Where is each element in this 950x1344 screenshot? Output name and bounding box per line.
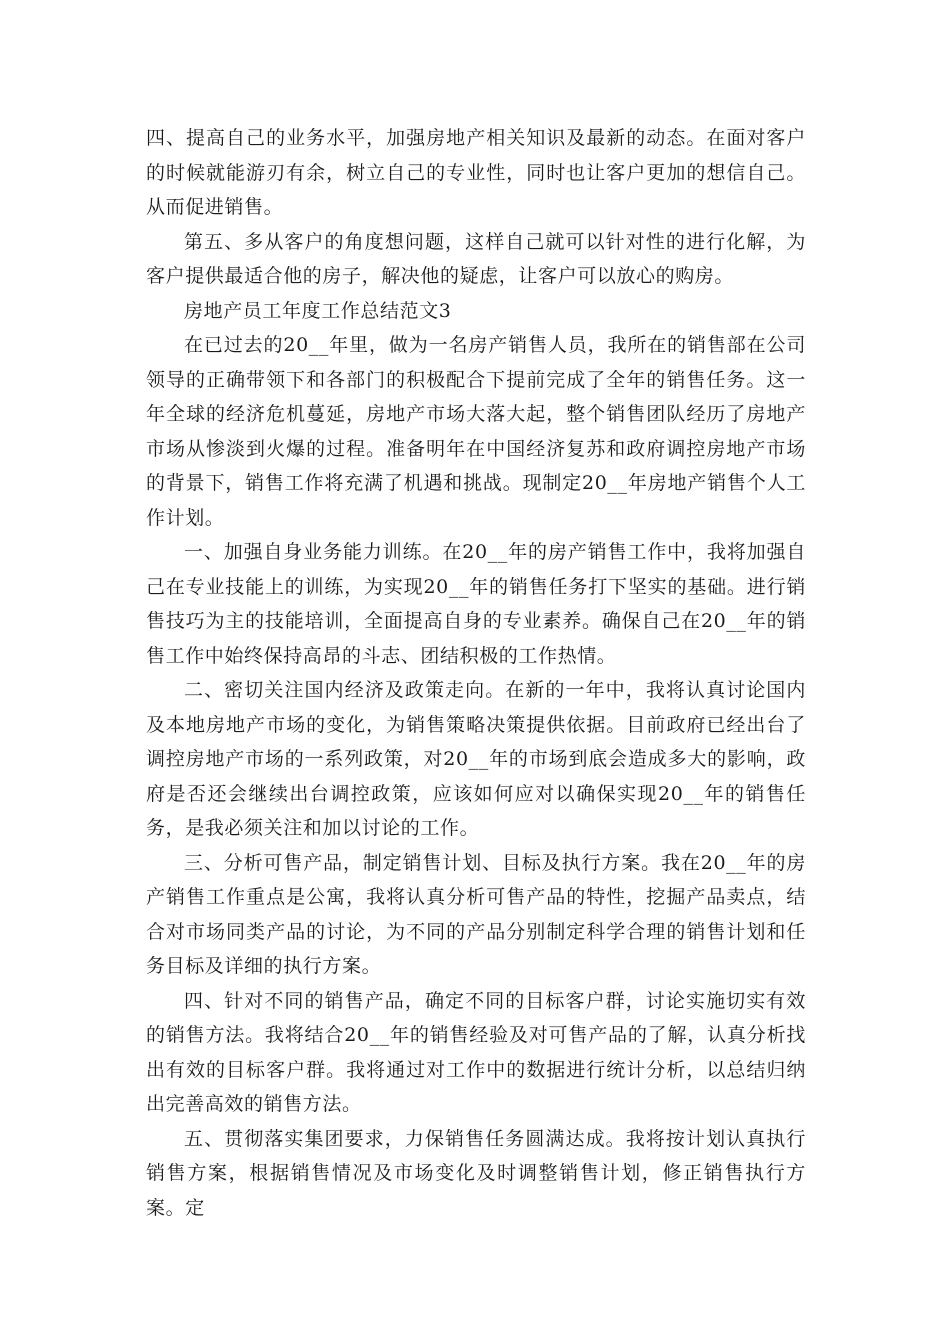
paragraph-item-two: 二、密切关注国内经济及政策走向。在新的一年中，我将认真讨论国内及本地房地产市场的变化，为销售策略决策提供依据。目前政府已经出台了调控房地产市场的一系列政策，对20__年的市场到底会造成多大的影响，政府是否还会继续出台调控政策，应该如何应对以确保实现20__年的销售任务，是我必须关注和加以讨论的工作。 [146, 679, 806, 839]
paragraph-point-four-skills: 四、提高自己的业务水平，加强房地产相关知识及最新的动态。在面对客户的时候就能游刃有余，树立自己的专业性，同时也让客户更加的想信自己。从而促进销售。 [146, 127, 806, 218]
document-body [146, 121, 806, 1225]
paragraph-item-one: 一、加强自身业务能力训练。在20__年的房产销售工作中，我将加强自己在专业技能上的训练，为实现20__年的销售任务打下坚实的基础。进行销售技巧为主的技能培训，全面提高自身的专业素养。确保自己在20__年的销售工作中始终保持高昂的斗志、团结积极的工作热情。 [146, 541, 806, 667]
paragraph-item-five: 五、贯彻落实集团要求，力保销售任务圆满达成。我将按计划认真执行销售方案，根据销售情况及市场变化及时调整销售计划，修正销售执行方案。定 [146, 1127, 806, 1219]
paragraph-item-four: 四、针对不同的销售产品，确定不同的目标客户群，讨论实施切实有效的销售方法。我将结合20__年的销售经验及对可售产品的了解，认真分析找出有效的目标客户群。我将通过对工作中的数据进行统计分析，以总结归纳出完善高效的销售方法。 [146, 989, 806, 1115]
paragraph-item-three: 三、分析可售产品，制定销售计划、目标及执行方案。我在20__年的房产销售工作重点是公寓，我将认真分析可售产品的特性，挖掘产品卖点，结合对市场同类产品的讨论，为不同的产品分别制定科学合理的销售计划和任务目标及详细的执行方案。 [146, 851, 806, 977]
section-heading: 房地产员工年度工作总结范文3 [184, 299, 452, 322]
paragraph-intro: 在已过去的20__年里，做为一名房产销售人员，我所在的销售部在公司领导的正确带领下和各部门的积极配合下提前完成了全年的销售任务。这一年全球的经济危机蔓延，房地产市场大落大起，整个销售团队经历了房地产市场从惨淡到火爆的过程。准备明年在中国经济复苏和政府调控房地产市场的背景下，销售工作将充满了机遇和挑战。现制定20__年房地产销售个人工作计划。 [146, 334, 806, 529]
paragraph-point-five-customer-view: 第五、多从客户的角度想问题，这样自己就可以针对性的进行化解，为客户提供最适合他的房子，解决他的疑虑，让客户可以放心的购房。 [146, 230, 806, 287]
